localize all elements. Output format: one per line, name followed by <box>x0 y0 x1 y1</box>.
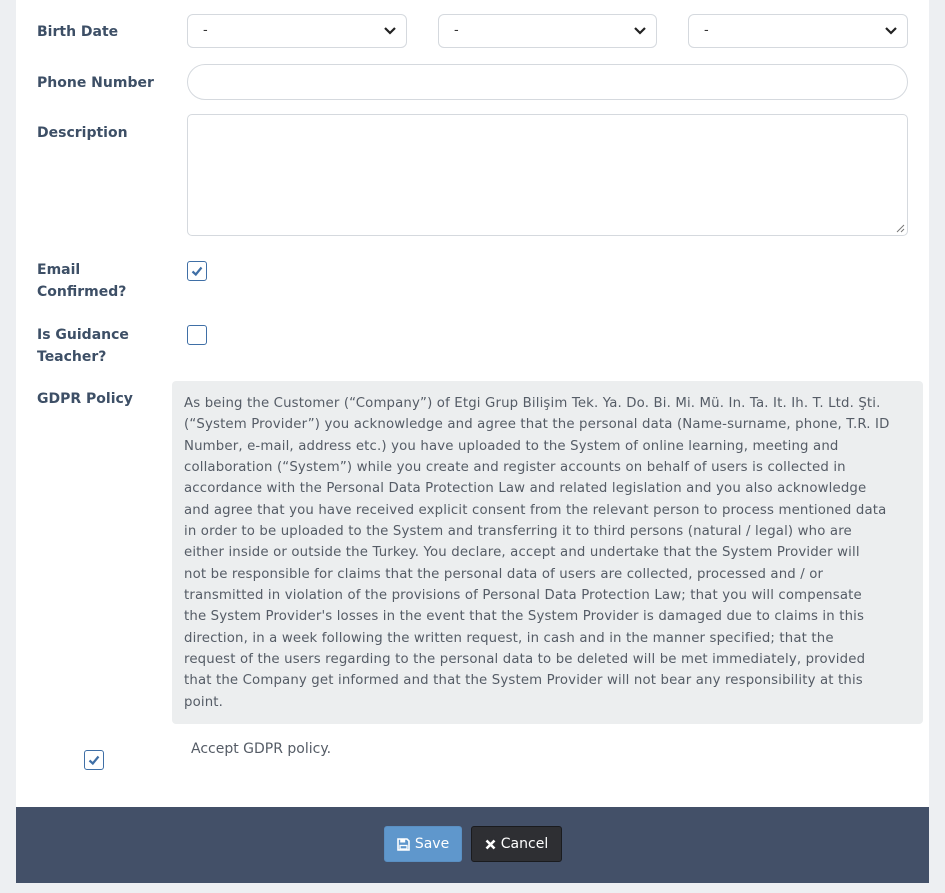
phone-number-label: Phone Number <box>37 75 154 91</box>
gdpr-line: (“System Provider”) you acknowledge and agree that the personal data (Name-surname, phone, T.R. ID <box>184 417 890 433</box>
gdpr-line: and agree that you have received explicit consent from the relevant person to process mentioned data <box>184 502 887 518</box>
guidance-teacher-label-line1: Is Guidance <box>37 327 129 343</box>
guidance-teacher-checkbox[interactable] <box>187 325 207 345</box>
birth-month-select[interactable] <box>438 14 657 48</box>
gdpr-line: As being the Customer (“Company”) of Etgi Grup Bilişim Tek. Ya. Do. Bi. Mi. Mü. In. Ta. It. Ih. T. Ltd. Şti. <box>184 396 881 411</box>
cancel-button[interactable] <box>471 826 562 862</box>
email-confirmed-checkbox[interactable] <box>187 261 207 281</box>
save-button[interactable] <box>384 826 462 862</box>
gdpr-line: in order to be uploaded to the System and transferring it to third persons (natural / legal) who are <box>184 524 852 540</box>
gdpr-line: that the Company get informed and that the System Provider will not bear any responsibility at this <box>184 673 863 689</box>
birth-day-value: - <box>203 23 208 38</box>
resize-grip-icon[interactable] <box>895 223 905 233</box>
description-label: Description <box>37 125 128 141</box>
gdpr-line: request of the users regarding to the personal data to be deleted will be met immediately, provided <box>184 652 866 668</box>
gdpr-line: the System Provider's losses in the event that the System Provider is damaged due to claims in this <box>184 609 865 625</box>
birth-year-value: - <box>704 23 709 38</box>
gdpr-line: not be responsible for claims that the personal data of users are collected, processed and / or <box>184 566 824 582</box>
gdpr-line: point. <box>184 694 224 710</box>
accept-gdpr-label: Accept GDPR policy. <box>191 741 332 757</box>
email-confirmed-label-line2: Confirmed? <box>37 284 127 300</box>
gdpr-line: collaboration (“System”) while you create and register accounts on behalf of users is collected in <box>184 460 846 476</box>
floppy-disk-icon <box>397 838 410 851</box>
guidance-teacher-label-line2: Teacher? <box>37 349 107 365</box>
accept-gdpr-checkbox[interactable] <box>84 750 104 770</box>
chevron-down-icon <box>885 26 897 36</box>
form-footer <box>16 807 929 883</box>
close-icon <box>485 839 496 850</box>
email-confirmed-label-line1: Email <box>37 262 81 278</box>
birth-date-label: Birth Date <box>37 24 119 40</box>
gdpr-policy-label: GDPR Policy <box>37 391 133 407</box>
gdpr-policy-text <box>172 381 923 724</box>
chevron-down-icon <box>634 26 646 36</box>
phone-number-input[interactable] <box>187 64 908 100</box>
gdpr-line: direction, in a week following the written request, in cash and in the manner specified; that the <box>184 630 834 646</box>
description-textarea[interactable] <box>187 114 908 236</box>
birth-year-select[interactable] <box>688 14 908 48</box>
birth-day-select[interactable] <box>187 14 407 48</box>
gdpr-line: transmitted in violation of the provisions of Personal Data Protection Law; that you will compensate <box>184 588 862 604</box>
email-confirmed-label <box>37 259 157 303</box>
checkmark-icon <box>190 264 204 278</box>
user-form-card <box>16 0 929 807</box>
checkmark-icon <box>87 753 101 767</box>
gdpr-line: accordance with the Personal Data Protection Law and related legislation and you also acknowledge <box>184 481 867 497</box>
birth-month-value: - <box>454 23 459 38</box>
gdpr-line: either inside or outside the Turkey. You declare, accept and undertake that the System Provider will <box>184 545 860 561</box>
guidance-teacher-label <box>37 324 157 368</box>
cancel-button-label: Cancel <box>500 836 549 852</box>
chevron-down-icon <box>384 26 396 36</box>
save-button-label: Save <box>414 836 450 852</box>
gdpr-line: Number, e-mail, address etc.) you have uploaded to the System of online learning, meeting and <box>184 438 839 454</box>
